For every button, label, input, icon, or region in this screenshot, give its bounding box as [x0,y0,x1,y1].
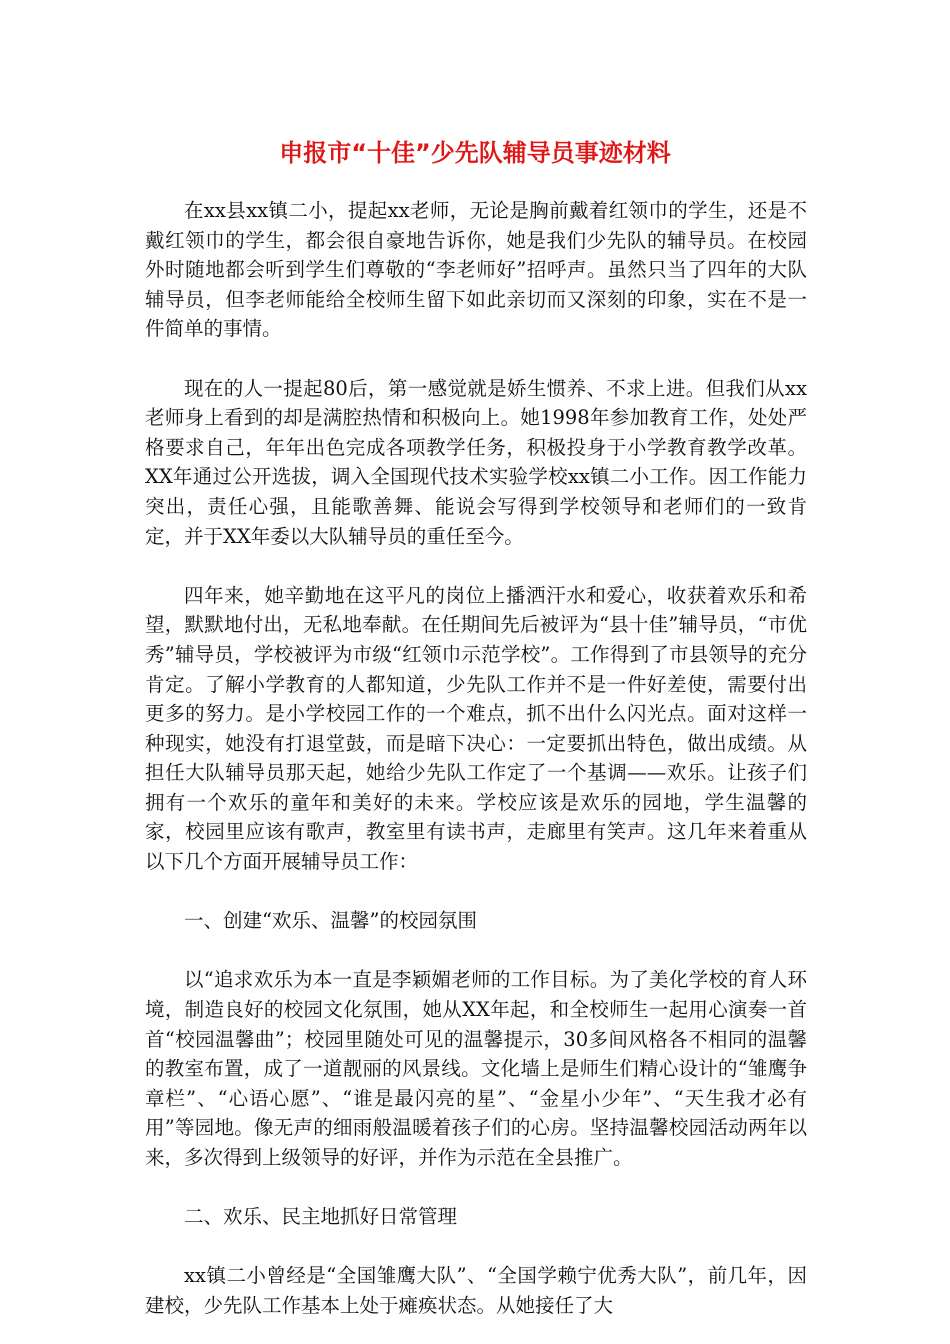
paragraph-intro: 在xx县xx镇二小，提起xx老师，无论是胸前戴着红领巾的学生，还是不戴红领巾的学生，都会很自豪地告诉你，她是我们少先队的辅导员。在校园外时随地都会听到学生们尊敬的“李老师好”招呼声。虽然只当了四年的大队辅导员，但李老师能给全校师生留下如此亲切而又深刻的印象，实在不是一件简单的事情。 [145,199,807,341]
section-heading-2: 二、欢乐、民主地抓好日常管理 [184,1205,458,1229]
paragraph-background: 现在的人一提起80后，第一感觉就是娇生惯养、不求上进。但我们从xx老师身上看到的却是满腔热情和积极向上。她1998年参加教育工作，处处严格要求自己，年年出色完成各项教学任务，积极投身于小学教育教学改革。XX年通过公开选拔，调入全国现代技术实验学校xx镇二小工作。因工作能力突出，责任心强，且能歌善舞、能说会写得到学校领导和老师们的一致肯定，并于XX年委以大队辅导员的重任至今。 [145,376,807,548]
paragraph-section-2: xx镇二小曾经是“全国雏鹰大队”、“全国学赖宁优秀大队”，前几年，因建校，少先队工作基本上处于瘫痪状态。从她接任了大 [145,1264,807,1317]
section-heading-1: 一、创建“欢乐、温馨”的校园氛围 [184,909,477,933]
paragraph-achievements: 四年来，她辛勤地在这平凡的岗位上播洒汗水和爱心，收获着欢乐和希望，默默地付出，无私地奉献。在任期间先后被评为“县十佳”辅导员，“市优秀”辅导员，学校被评为市级“红领巾示范学校”。工作得到了市县领导的充分肯定。了解小学教育的人都知道，少先队工作并不是一件好差使，需要付出更多的努力。是小学校园工作的一个难点，抓不出什么闪光点。面对这样一种现实，她没有打退堂鼓，而是暗下决心：一定要抓出特色，做出成绩。从担任大队辅导员那天起，她给少先队工作定了一个基调——欢乐。让孩子们拥有一个欢乐的童年和美好的未来。学校应该是欢乐的园地，学生温馨的家，校园里应该有歌声，教室里有读书声，走廊里有笑声。这几年来着重从以下几个方面开展辅导员工作： [145,583,807,874]
document-body [145,196,807,1321]
document-title: 申报市“十佳”少先队辅导员事迹材料 [279,139,671,167]
paragraph-section-1: 以“追求欢乐为本一直是李颖媚老师的工作目标。为了美化学校的育人环境，制造良好的校园文化氛围，她从XX年起，和全校师生一起用心演奏一首首“校园温馨曲”；校园里随处可见的温馨提示，30多间风格各不相同的温馨的教室布置，成了一道靓丽的风景线。文化墙上是师生们精心设计的“雏鹰争章栏”、“心语心愿”、“谁是最闪亮的星”、“金星小少年”、“天生我才必有用”等园地。像无声的细雨般温暖着孩子们的心房。坚持温馨校园活动两年以来，多次得到上级领导的好评，并作为示范在全县推广。 [145,968,807,1169]
